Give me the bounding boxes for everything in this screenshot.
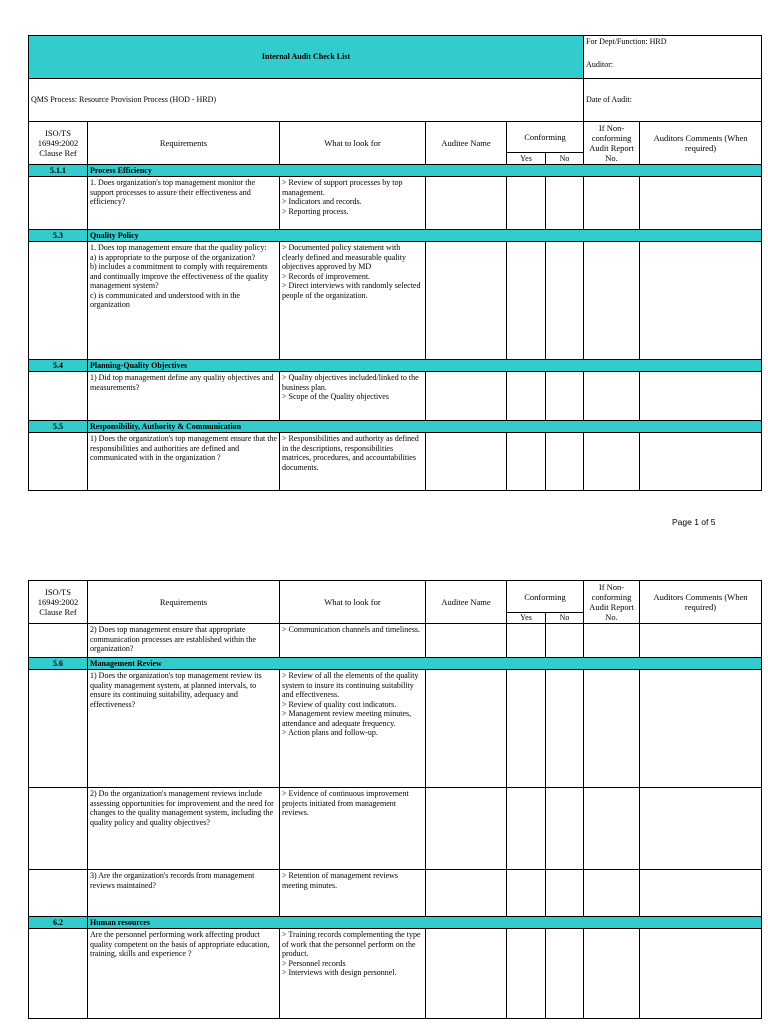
section-ref: 5.5: [29, 421, 88, 433]
section-title: Planning-Quality Objectives: [88, 360, 762, 372]
comments-cell[interactable]: [640, 624, 762, 658]
yes-cell[interactable]: [507, 242, 546, 360]
look-for-cell: > Responsibilities and authority as defined in the descriptions, responsibilities matrices, procedures, and accountabilities documents.: [280, 433, 426, 491]
auditee-cell[interactable]: [426, 929, 507, 1019]
section-ref: 5.3: [29, 230, 88, 242]
yes-cell[interactable]: [507, 670, 546, 788]
requirement-cell: 2) Do the organization's management reviews include assessing opportunities for improvement and the need for changes to the quality management system, including the quality policy and quality objectives?: [88, 788, 280, 870]
comments-cell[interactable]: [640, 177, 762, 230]
no-cell[interactable]: [546, 670, 584, 788]
col-header-auditee: Auditee Name: [426, 122, 507, 165]
look-for-cell: > Review of support processes by top management. > Indicators and records. > Reporting process.: [280, 177, 426, 230]
col-header-conforming: Conforming: [507, 122, 584, 153]
section-ref: 5.4: [29, 360, 88, 372]
col-header-no: No: [546, 153, 584, 165]
dept-label: For Dept/Function: HRD: [586, 37, 667, 46]
yes-cell[interactable]: [507, 929, 546, 1019]
section-title: Responsibility, Authority & Communication: [88, 421, 762, 433]
no-cell[interactable]: [546, 788, 584, 870]
no-cell[interactable]: [546, 929, 584, 1019]
requirement-cell: 1. Does top management ensure that the quality policy: a) is appropriate to the purpose of the organization? b) includes a commitment to comply with requirements and continually improve the effectiveness of the quality management system? c) is communicated and understood with in the organization: [88, 242, 280, 360]
col-header-auditee: Auditee Name: [426, 581, 507, 624]
auditee-cell[interactable]: [426, 788, 507, 870]
col-header-look-for: What to look for: [280, 581, 426, 624]
section-ref: 6.2: [29, 917, 88, 929]
no-cell[interactable]: [546, 624, 584, 658]
table-row: [29, 624, 762, 658]
section-row: [29, 230, 762, 242]
requirement-cell: 1. Does organization's top management monitor the support processes to assure their effectiveness and efficiency?: [88, 177, 280, 230]
look-for-cell: > Communication channels and timeliness.: [280, 624, 426, 658]
table-row: [29, 670, 762, 788]
yes-cell[interactable]: [507, 624, 546, 658]
audit-checklist-page2: [28, 580, 762, 1019]
col-header-look-for: What to look for: [280, 122, 426, 165]
col-header-requirements: Requirements: [88, 122, 280, 165]
section-row: [29, 658, 762, 670]
auditee-cell[interactable]: [426, 242, 507, 360]
yes-cell[interactable]: [507, 372, 546, 421]
look-for-cell: > Evidence of continuous improvement projects initiated from management reviews.: [280, 788, 426, 870]
nonconf-cell[interactable]: [584, 788, 640, 870]
qms-process-label: QMS Process: Resource Provision Process (HOD - HRD): [29, 79, 584, 122]
date-of-audit-label: Date of Audit:: [584, 79, 762, 122]
section-title: Quality Policy: [88, 230, 762, 242]
nonconf-cell[interactable]: [584, 929, 640, 1019]
look-for-cell: > Training records complementing the type of work that the personnel perform on the product. > Personnel records > Interviews with design personnel.: [280, 929, 426, 1019]
auditee-cell[interactable]: [426, 433, 507, 491]
col-header-requirements: Requirements: [88, 581, 280, 624]
yes-cell[interactable]: [507, 433, 546, 491]
comments-cell[interactable]: [640, 870, 762, 917]
look-for-cell: > Review of all the elements of the quality system to insure its continuing suitability and effectiveness. > Review of quality cost indicators. > Management review meeting minutes, attendance and adequate frequency. > Action plans and follow-up.: [280, 670, 426, 788]
requirement-cell: 2) Does top management ensure that appropriate communication processes are established within the organization?: [88, 624, 280, 658]
no-cell[interactable]: [546, 433, 584, 491]
nonconf-cell[interactable]: [584, 670, 640, 788]
comments-cell[interactable]: [640, 788, 762, 870]
look-for-cell: > Retention of management reviews meeting minutes.: [280, 870, 426, 917]
col-header-conforming: Conforming: [507, 581, 584, 613]
auditor-label: Auditor:: [586, 60, 614, 69]
no-cell[interactable]: [546, 372, 584, 421]
audit-checklist-page1: [28, 35, 762, 491]
auditee-cell[interactable]: [426, 870, 507, 917]
col-header-nonconf: If Non-conforming Audit Report No.: [584, 581, 640, 624]
yes-cell[interactable]: [507, 870, 546, 917]
col-header-yes: Yes: [507, 613, 546, 624]
requirement-cell: 1) Does the organization's top management ensure that the responsibilities and authorities are defined and communicated with in the organization ?: [88, 433, 280, 491]
table-row: [29, 372, 762, 421]
nonconf-cell[interactable]: [584, 242, 640, 360]
table-row: [29, 177, 762, 230]
section-row: [29, 165, 762, 177]
requirement-cell: Are the personnel performing work affecting product quality competent on the basis of appropriate education, training, skills and experience ?: [88, 929, 280, 1019]
comments-cell[interactable]: [640, 670, 762, 788]
col-header-comments: Auditors Comments (When required): [640, 581, 762, 624]
table-row: [29, 242, 762, 360]
col-header-clause: ISO/TS 16949:2002 Clause Ref: [29, 581, 88, 624]
table-row: [29, 870, 762, 917]
look-for-cell: > Documented policy statement with clearly defined and measurable quality objectives approved by MD > Records of improvement. > Direct interviews with randomly selected people of the organization.: [280, 242, 426, 360]
section-ref: 5.1.1: [29, 165, 88, 177]
no-cell[interactable]: [546, 242, 584, 360]
auditee-cell[interactable]: [426, 177, 507, 230]
document-title: Internal Audit Check List: [29, 36, 584, 79]
section-ref: 5.6: [29, 658, 88, 670]
section-title: Human resources: [88, 917, 762, 929]
comments-cell[interactable]: [640, 372, 762, 421]
audit-info-block: [584, 36, 762, 79]
col-header-no: No: [546, 613, 584, 624]
comments-cell[interactable]: [640, 433, 762, 491]
col-header-nonconf: If Non-conforming Audit Report No.: [584, 122, 640, 165]
nonconf-cell[interactable]: [584, 624, 640, 658]
requirement-cell: 3) Are the organization's records from management reviews maintained?: [88, 870, 280, 917]
col-header-comments: Auditors Comments (When required): [640, 122, 762, 165]
look-for-cell: > Quality objectives included/linked to the business plan. > Scope of the Quality objectives: [280, 372, 426, 421]
table-row: [29, 788, 762, 870]
auditee-cell[interactable]: [426, 670, 507, 788]
requirement-cell: 1) Does the organization's top management review its quality management system, at planned intervals, to ensure its continuing suitability, adequacy and effectiveness?: [88, 670, 280, 788]
section-title: Management Review: [88, 658, 762, 670]
comments-cell[interactable]: [640, 242, 762, 360]
section-row: [29, 917, 762, 929]
nonconf-cell[interactable]: [584, 372, 640, 421]
comments-cell[interactable]: [640, 929, 762, 1019]
page-number: Page 1 of 5: [672, 517, 716, 527]
col-header-clause: ISO/TS 16949:2002 Clause Ref: [29, 122, 88, 165]
nonconf-cell[interactable]: [584, 433, 640, 491]
yes-cell[interactable]: [507, 177, 546, 230]
auditee-cell[interactable]: [426, 372, 507, 421]
section-row: [29, 360, 762, 372]
auditee-cell[interactable]: [426, 624, 507, 658]
no-cell[interactable]: [546, 870, 584, 917]
table-row: [29, 929, 762, 1019]
section-row: [29, 421, 762, 433]
no-cell[interactable]: [546, 177, 584, 230]
col-header-yes: Yes: [507, 153, 546, 165]
yes-cell[interactable]: [507, 788, 546, 870]
nonconf-cell[interactable]: [584, 870, 640, 917]
nonconf-cell[interactable]: [584, 177, 640, 230]
table-row: [29, 433, 762, 491]
section-title: Process Efficiency: [88, 165, 762, 177]
requirement-cell: 1) Did top management define any quality objectives and measurements?: [88, 372, 280, 421]
